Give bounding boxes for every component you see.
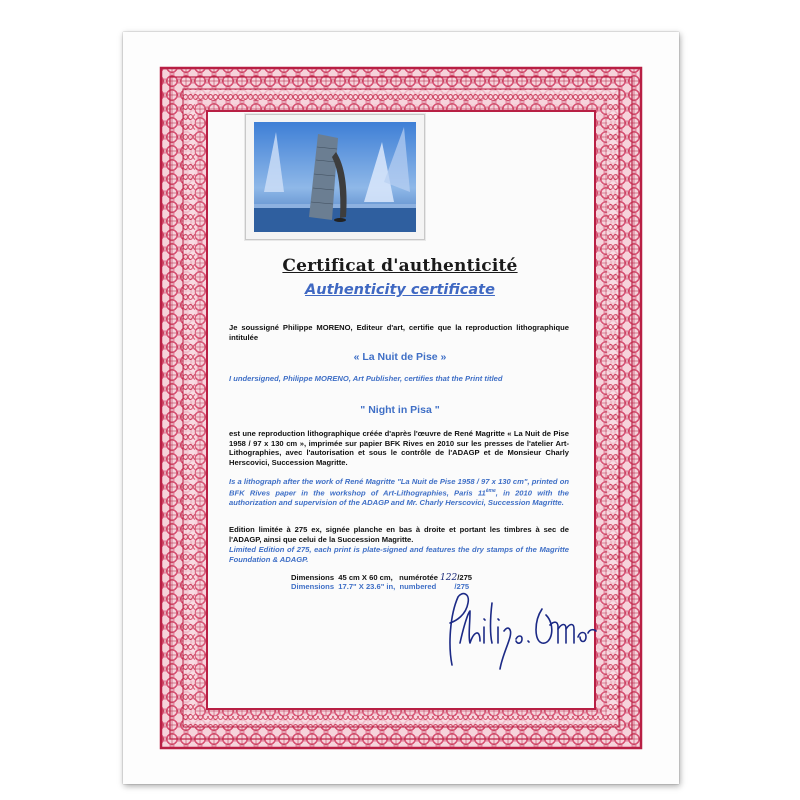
work-title-fr: « La Nuit de Pise »: [353, 351, 447, 363]
description-text-fr: est une reproduction lithographique créée d'après l'œuvre de René Magritte « La Nuit de Pise 1958 / 97 x 130 cm », imprimée sur papier BFK Rives en 2010 sur les presses de l'atelier Art-Lithographies, avec l'autorisation et sous le contrôle de l'ADAGP et de Monsieur Charly Herscovici, Succession Magritte.: [229, 429, 569, 467]
description-text-en: [229, 477, 569, 507]
numbered-label-en: numbered: [399, 582, 437, 591]
dimensions-label-fr: Dimensions: [291, 573, 335, 582]
intro-text-fr: Je soussigné Philippe MORENO, Editeur d'art, certifie que la reproduction lithographique intitulée: [229, 323, 569, 342]
dimensions-value-fr: 45 cm X 60 cm,: [338, 573, 393, 582]
handwritten-number: 122: [440, 573, 458, 583]
certificate-title-fr: Certificat d'authenticité: [282, 256, 518, 276]
dimensions-label-en: Dimensions: [291, 582, 335, 591]
certificate-title-en: Authenticity certificate: [305, 282, 495, 298]
work-title-en: " Night in Pisa ": [360, 404, 440, 416]
artwork-thumbnail: [245, 114, 425, 240]
edition-total-en: /275: [454, 582, 470, 591]
description-en-part2: , in 2010 with the authorization and supervision of the ADAGP and Mr. Charly Herscovici, Succession Magritte.: [229, 488, 569, 507]
edition-text-fr: Edition limitée à 275 ex, signée planche en bas à droite et portant les timbres à sec de l'ADAGP, ainsi que celui de la Succession Magritte.: [229, 525, 569, 544]
description-en-superscript: ème: [485, 487, 496, 494]
description-en-part1: Is a lithograph after the work of René Magritte "La Nuit de Pise 1958 / 97 x 130 cm", printed on BFK Rives paper in the workshop of Art-Lithographies, Paris 11: [229, 477, 569, 498]
handwritten-signature: [430, 585, 600, 675]
numbered-label-fr: numérotée: [399, 573, 438, 582]
edition-text-en: Limited Edition of 275, each print is plate-signed and features the dry stamps of the Magritte Foundation & ADAGP.: [229, 545, 569, 564]
magritte-painting-image: [254, 122, 416, 232]
edition-total-fr: /275: [457, 573, 473, 582]
intro-text-en: I undersigned, Philippe MORENO, Art Publisher, certifies that the Print titled: [229, 374, 503, 383]
dimensions-value-en: 17.7" X 23.6" in,: [338, 582, 396, 591]
